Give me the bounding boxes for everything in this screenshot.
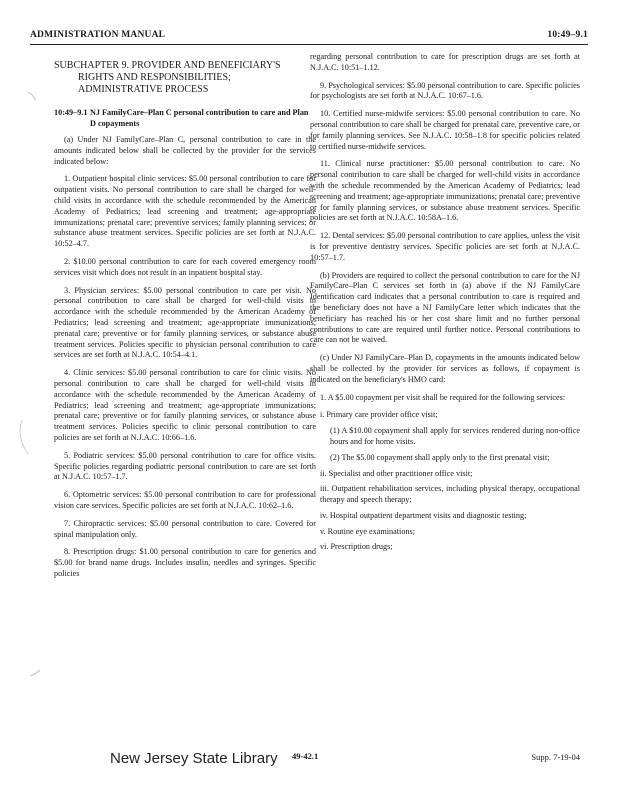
margin-mark-bottom <box>30 670 40 676</box>
paragraph-c1: 1. A $5.00 copayment per visit shall be required for the following services: <box>320 392 566 402</box>
paragraph-a12: 12. Dental services: $5.00 personal contribution to care applies, unless the visit is for preventive dentistry services. Specific policies are set forth at N.J.A.C. 10:57–1.7. <box>310 231 580 262</box>
paragraph-a8: 8. Prescription drugs: $1.00 personal contribution to care for generics and $5.00 for brand name drugs. Includes insulin, needles and syringes. Specific policies <box>54 547 316 578</box>
paragraph-a11: 11. Clinical nurse practitioner: $5.00 personal contribution to care. No personal contribution to care shall be charged for well-child visits in accordance with the schedule recommended by the American Academy of Pediatrics; lead screening and treatment; age-appropriate immunizations; prenatal care; preventive or for family planning services, or substance abuse treatment services. Specific policies are set forth at N.J.A.C. 10:58A–1.6. <box>310 159 580 223</box>
paragraph-a: (a) Under NJ FamilyCare–Plan C, personal contribution to care in the amounts indicated below shall be collected by the provider for the services indicated below: <box>54 135 316 166</box>
section-number: 10:49–9.1 <box>54 108 88 117</box>
right-column <box>310 52 580 558</box>
paragraph-a8-continued: regarding personal contribution to care for prescription drugs are set forth at N.J.A.C. 10:51–1.12. <box>310 52 580 72</box>
paragraph-a9: 9. Psychological services: $5.00 personal contribution to care. Specific policies for psychologists are set forth at N.J.A.C. 10:67–1.6. <box>310 80 580 101</box>
section-title: NJ FamilyCare–Plan C personal contribution to care and Plan D copayments <box>90 108 309 128</box>
paragraph-a2: 2. $10.00 personal contribution to care for each covered emergency room services visit which does not result in an inpatient hospital stay. <box>54 256 316 277</box>
running-header <box>30 30 588 44</box>
paragraph-a3: 3. Physician services: $5.00 personal contribution to care per visit. No personal contribution to care shall be charged for well-child visits in accordance with the schedule recommended by the American Academy of Pediatrics; lead screening and treatment; age-appropriate immunizations; prenatal care; preventive or for family planning services, or substance abuse treatment services. Policies specific to physician personal contribution to care services are set forth at N.J.A.C. 10:54–4.1. <box>54 285 316 360</box>
item-c1-i-2: (2) The $5.00 copayment shall apply only to the first prenatal visit; <box>330 452 550 462</box>
header-title: ADMINISTRATION MANUAL <box>30 30 166 40</box>
item-c1-i: i. Primary care provider office visit; <box>320 410 438 420</box>
left-column <box>54 52 316 587</box>
margin-mark-top <box>28 92 36 100</box>
item-c1-iii: iii. Outpatient rehabilitation services, including physical therapy, occupational therapy and speech therapy; <box>320 484 580 505</box>
paragraph-a6: 6. Optometric services: $5.00 personal contribution to care for professional vision care services. Specific policies are set forth at N.J.A.C. 10:62–1.6. <box>54 490 316 510</box>
subchapter-heading: SUBCHAPTER 9. PROVIDER AND BENEFICIARY'S RIGHTS AND RESPONSIBILITIES; ADMINISTRATIVE PROCESS <box>54 60 281 95</box>
library-stamp: New Jersey State Library <box>110 750 278 767</box>
supplement-date: Supp. 7-19-04 <box>531 752 580 762</box>
paragraph-a10: 10. Certified nurse-midwife services: $5.00 personal contribution to care. No personal contribution to care shall be charged for prenatal care, preventive care, or for family planning services. See N.J.A.C. 10:58–1.8 for specific policies related to certified nurse-midwife services. <box>310 109 580 151</box>
item-c1-i-1: (1) A $10.00 copayment shall apply for services rendered during non-office hours and for home visits. <box>330 426 580 446</box>
margin-mark-middle <box>20 420 28 454</box>
paragraph-a1: 1. Outpatient hospital clinic services: $5.00 personal contribution to care for outpatient visits. No personal contribution to care shall be charged for well-child visits in accordance with the schedule recommended by the American Academy of Pediatrics; lead screening and treatment; age-appropriate immunizations; prenatal care; preventive services; family planning services; or substance abuse treatment services. Specific policies are set forth at N.J.A.C. 10:52–4.7. <box>54 174 316 249</box>
header-rule <box>30 44 588 45</box>
paragraph-c: (c) Under NJ FamilyCare–Plan D, copayments in the amounts indicated below shall be collected by the provider for services as follows, if copayment is indicated on the beneficiary's HMO card: <box>310 353 580 384</box>
section-heading <box>54 108 316 129</box>
item-c1-iv: iv. Hospital outpatient department visits and diagnostic testing; <box>320 510 527 520</box>
header-section-number: 10:49–9.1 <box>547 30 588 40</box>
item-c1-ii: ii. Specialist and other practitioner office visit; <box>320 468 473 478</box>
item-c1-vi: vi. Prescription drugs; <box>320 542 393 552</box>
page-number: 49-42.1 <box>292 751 319 761</box>
paragraph-b: (b) Providers are required to collect the personal contribution to care for the NJ FamilyCare–Plan C services set forth in (a) above if the NJ FamilyCare Identification card indicates that a personal contribution to care is required and the beneficiary does not have a NJ FamilyCare letter which indicates that the beneficiary has reached his or her cost share limit and no further personal contributions to care are required until further notice. Personal contributions to care can not be waived. <box>310 270 580 345</box>
paragraph-a4: 4. Clinic services: $5.00 personal contribution to care for clinic visits. No personal contribution to care shall be charged for well-child visits in accordance with the schedule recommended by the American Academy of Pediatrics; lead screening and treatment; age-appropriate immunizations; prenatal care; preventive or for family planning services, or substance abuse treatment services. Policies specific to clinic personal contribution to care policies are set forth at N.J.A.C. 10:66–1.6. <box>54 368 316 442</box>
paragraph-a7: 7. Chiropractic services: $5.00 personal contribution to care. Covered for spinal manipulation only. <box>54 518 316 539</box>
item-c1-v: v. Routine eye examinations; <box>320 526 415 536</box>
paragraph-a5: 5. Podiatric services: $5.00 personal contribution to care for office visits. Specific policies regarding podiatric personal contribution to care are set forth at N.J.A.C. 10:57–1.7. <box>54 450 316 482</box>
